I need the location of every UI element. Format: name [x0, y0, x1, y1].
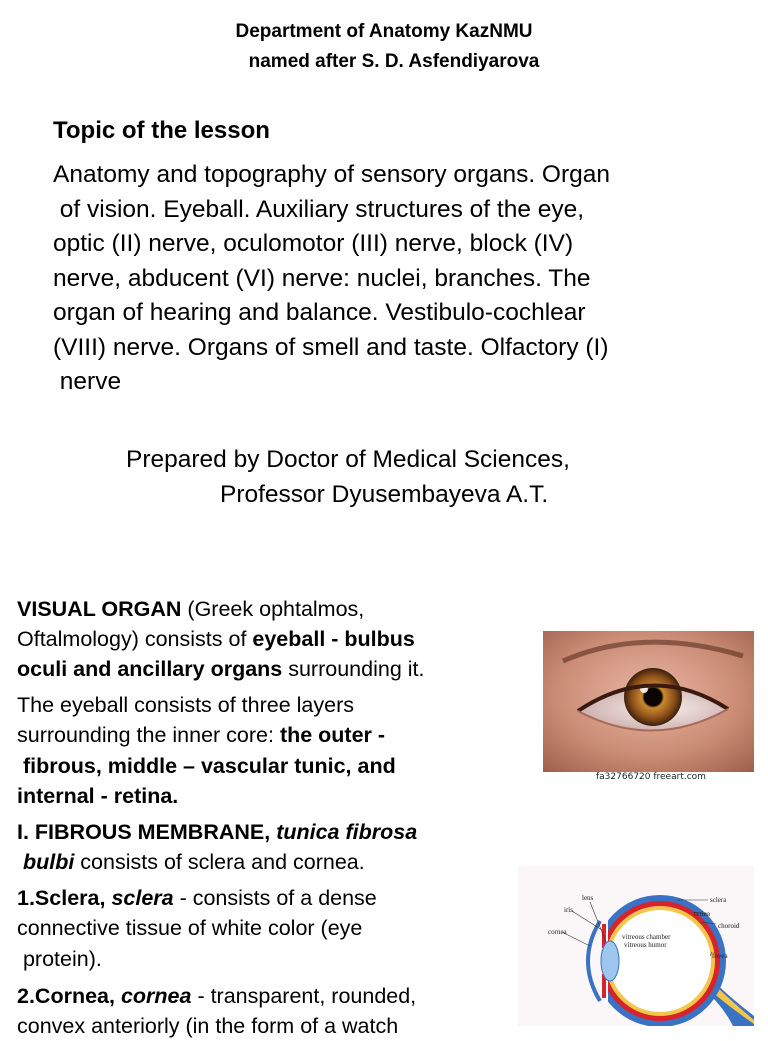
label-cornea: cornea [548, 928, 567, 936]
professor-name: Professor Dyusembayeva A.T. [220, 481, 549, 508]
topic-heading: Topic of the lesson [53, 117, 270, 144]
sclera-line [17, 883, 377, 913]
label-iris: iris [564, 906, 573, 914]
topic-line: of vision. Eyeball. Auxiliary structures of the eye, [53, 195, 585, 223]
text-span: consists of sclera and cornea. [74, 850, 365, 874]
cornea-line [17, 981, 416, 1011]
text-span: Oftalmology) consists of [17, 627, 253, 651]
topic-line: nerve, abducent (VI) nerve: nuclei, branches. The [53, 264, 591, 292]
text-line [17, 624, 415, 654]
vitreous-shape [609, 910, 711, 1012]
label-sclera: sclera [710, 896, 727, 904]
prepared-by-line: Prepared by Doctor of Medical Sciences, [126, 446, 570, 473]
label-lens: lens [582, 894, 594, 902]
term-fibrous: I. FIBROUS MEMBRANE, [17, 820, 277, 844]
latin-term: bulbi [17, 850, 75, 874]
term-oculi: oculi and ancillary organs [17, 657, 283, 681]
term-outer: the outer - [279, 723, 386, 747]
eye-anatomy-diagram [518, 866, 754, 1026]
text-span: (Greek ophtalmos, [181, 597, 365, 621]
photo-caption: fa32766720 freeart.com [596, 772, 706, 782]
label-vitreous-humor: vitreous humor [624, 941, 667, 949]
text-span: surrounding it. [282, 657, 425, 681]
text-line [17, 720, 385, 750]
text-line: protein). [17, 947, 102, 971]
label-fovea: fovea [712, 952, 728, 960]
term-sclera: 1.Sclera, [17, 886, 112, 910]
text-line [17, 847, 365, 877]
text-line [17, 781, 178, 811]
fibrous-membrane-heading [17, 817, 417, 847]
term-retina: internal - retina. [17, 784, 179, 808]
latin-term: tunica fibrosa [276, 820, 418, 844]
topic-text [53, 158, 743, 400]
topic-line: Anatomy and topography of sensory organs. Organ [53, 161, 611, 188]
topic-line: nerve [53, 368, 122, 395]
department-title: Department of Anatomy KazNMU [235, 21, 533, 42]
topic-line: (VIII) nerve. Organs of smell and taste. Olfactory (I) [53, 333, 609, 361]
term-cornea: 2.Cornea, [17, 984, 121, 1008]
term-layers: fibrous, middle – vascular tunic, and [17, 754, 396, 778]
term-visual-organ: VISUAL ORGAN [17, 597, 182, 621]
label-vitreous-chamber: vitreous chamber [622, 933, 671, 941]
term-eyeball: eyeball - bulbus [252, 627, 415, 651]
text-line [17, 751, 396, 781]
text-span: - consists of a dense [173, 886, 377, 910]
text-line: The eyeball consists of three layers [17, 693, 354, 717]
topic-line: organ of hearing and balance. Vestibulo-cochlear [53, 299, 586, 326]
text-span: surrounding the inner core: [17, 723, 280, 747]
latin-term: sclera [111, 886, 174, 910]
text-line: convex anteriorly (in the form of a watch [17, 1014, 399, 1038]
label-retina: retina [694, 910, 710, 918]
text-span: - transparent, rounded, [191, 984, 417, 1008]
label-choroid: choroid [718, 922, 740, 930]
eye-photo [543, 631, 754, 772]
department-subtitle: named after S. D. Asfendiyarova [248, 51, 540, 72]
topic-line: optic (II) nerve, oculomotor (III) nerve, block (IV) [53, 230, 574, 257]
latin-term: cornea [120, 984, 192, 1008]
text-line [17, 654, 424, 684]
text-line: connective tissue of white color (eye [17, 916, 363, 940]
visual-organ-line [17, 594, 364, 624]
